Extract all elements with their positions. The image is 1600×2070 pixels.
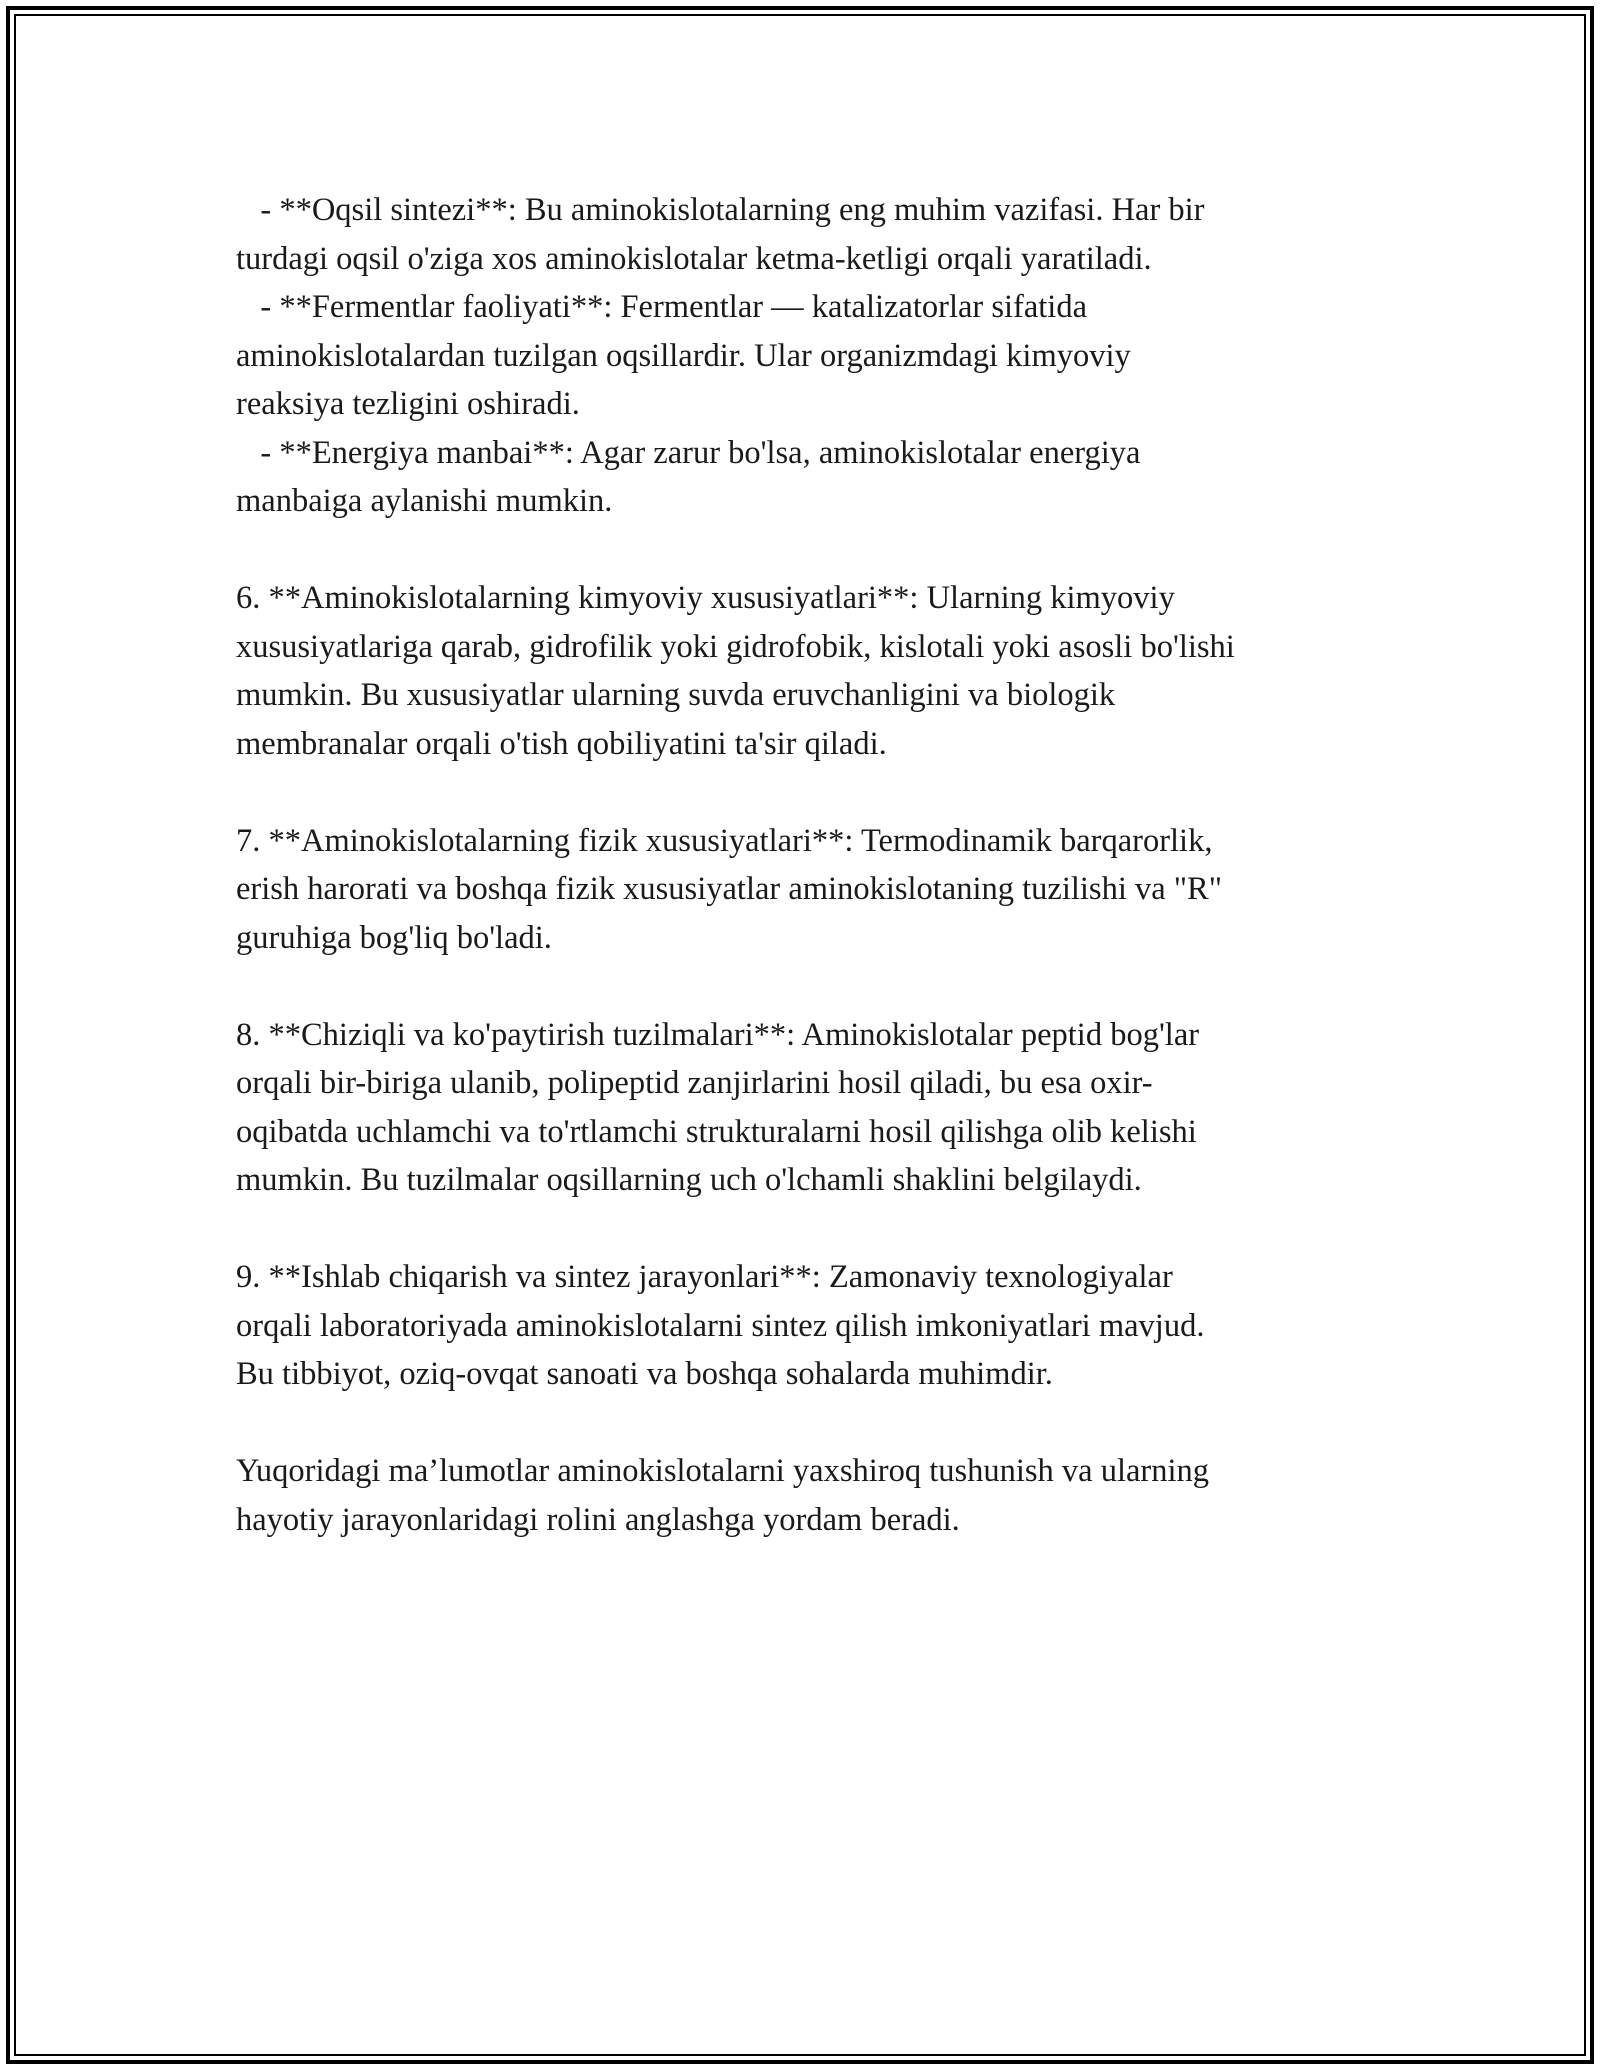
list-item-8	[236, 1011, 1386, 1205]
text-line: mumkin. Bu xususiyatlar ularning suvda eruvchanligini va biologik	[236, 677, 1116, 713]
list-item-9	[236, 1253, 1386, 1399]
text-line: orqali bir-biriga ulanib, polipeptid zanjirlarini hosil qiladi, bu esa oxir-	[236, 1065, 1153, 1101]
text-line: orqali laboratoriyada aminokislotalarni sintez qilish imkoniyatlari mavjud.	[236, 1307, 1205, 1344]
text-line: Bu tibbiyot, oziq-ovqat sanoati va boshqa sohalarda muhimdir.	[236, 1356, 1053, 1392]
text-line: oqibatda uchlamchi va to'rtlamchi strukturalarni hosil qilishga olib kelishi	[236, 1113, 1197, 1150]
text-line: xususiyatlariga qarab, gidrofilik yoki gidrofobik, kislotali yoki asosli bo'lishi	[236, 628, 1235, 665]
text-line: hayotiy jarayonlaridagi rolini anglashga yordam beradi.	[236, 1501, 960, 1538]
text-line: - **Energiya manbai**: Agar zarur bo'lsa, aminokislotalar energiya	[236, 434, 1141, 471]
text-line: membranalar orqali o'tish qobiliyatini ta'sir qiladi.	[236, 725, 887, 762]
text-line: 8. **Chiziqli va ko'paytirish tuzilmalari**: Aminokislotalar peptid bog'lar	[236, 1016, 1200, 1053]
text-line: 6. **Aminokislotalarning kimyoviy xususiyatlari**: Ularning kimyoviy	[236, 580, 1175, 616]
text-line: mumkin. Bu tuzilmalar oqsillarning uch o'lchamli shaklini belgilaydi.	[236, 1162, 1142, 1198]
text-line: 7. **Aminokislotalarning fizik xususiyatlari**: Termodinamik barqarorlik,	[236, 822, 1213, 859]
text-line: 9. **Ishlab chiqarish va sintez jarayonlari**: Zamonaviy texnologiyalar	[236, 1259, 1173, 1295]
list-item-6	[236, 574, 1386, 768]
text-line: - **Fermentlar faoliyati**: Fermentlar — katalizatorlar sifatida	[236, 289, 1088, 325]
text-line: turdagi oqsil o'ziga xos aminokislotalar ketma-ketligi orqali yaratiladi.	[236, 240, 1152, 277]
paragraph-gap	[236, 1205, 1386, 1254]
document-body	[236, 186, 1386, 1544]
text-line: reaksiya tezligini oshiradi.	[236, 386, 580, 422]
text-line: - **Oqsil sintezi**: Bu aminokislotalarning eng muhim vazifasi. Har bir	[236, 192, 1205, 228]
list-item-7	[236, 817, 1386, 963]
conclusion-paragraph	[236, 1447, 1386, 1544]
bullet-list-paragraph	[236, 186, 1386, 526]
paragraph-gap	[236, 526, 1386, 575]
paragraph-gap	[236, 1399, 1386, 1448]
text-line: Yuqoridagi ma’lumotlar aminokislotalarni yaxshiroq tushunish va ularning	[236, 1453, 1210, 1489]
paragraph-gap	[236, 768, 1386, 817]
text-line: erish harorati va boshqa fizik xususiyatlar aminokislotaning tuzilishi va "R"	[236, 871, 1222, 907]
text-line: aminokislotalardan tuzilgan oqsillardir. Ular organizmdagi kimyoviy	[236, 337, 1131, 374]
text-line: guruhiga bog'liq bo'ladi.	[236, 919, 552, 956]
text-line: manbaiga aylanishi mumkin.	[236, 483, 613, 519]
paragraph-gap	[236, 962, 1386, 1011]
